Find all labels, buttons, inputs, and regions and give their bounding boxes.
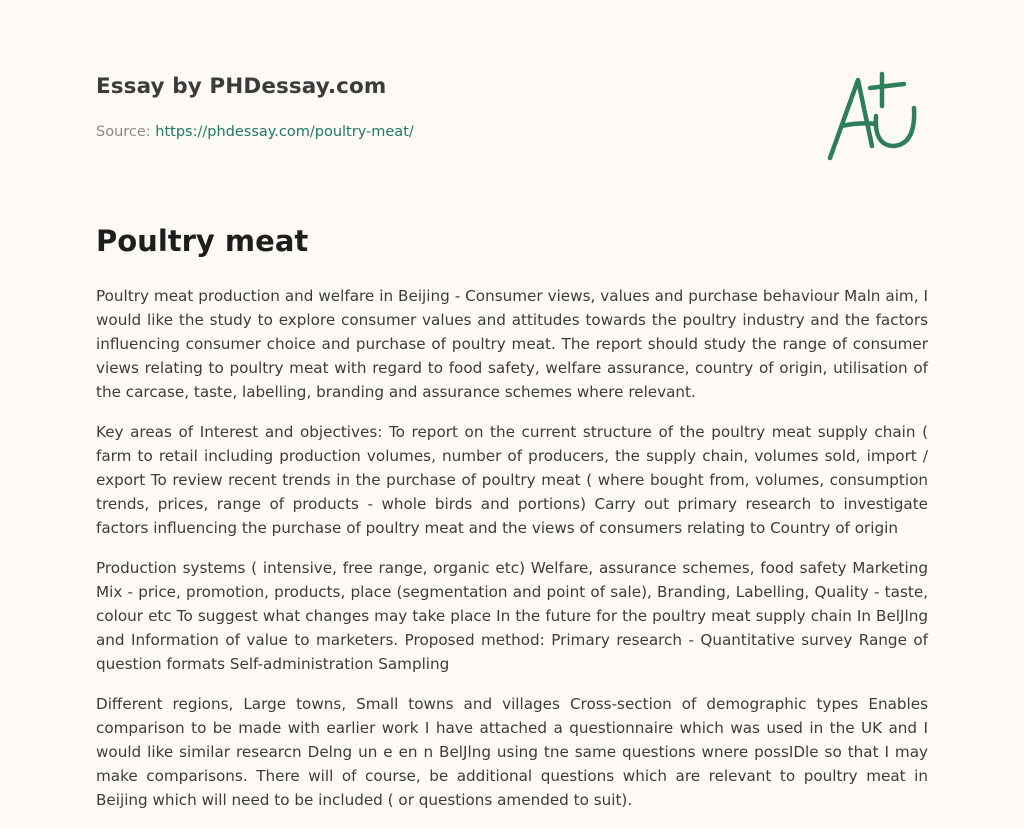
source-link[interactable]: https://phdessay.com/poultry-meat/: [155, 124, 414, 140]
a-plus-grade-icon: [824, 66, 928, 166]
essay-page: [96, 0, 928, 809]
essay-body: [96, 284, 928, 828]
source-line: [96, 124, 414, 140]
essay-paragraph: Key areas of Interest and objectives: To report on the current structure of the poultry meat supply chain ( farm to retail including production volumes, number of producers, the supply chain, volumes sold, import / export To review recent trends in the purchase of poultry meat ( where bought from, volumes, consumption trends, prices, range of products - whole birds and portions) Carry out primary research to investigate factors influencing the purchase of poultry meat and the views of consumers relating to Country of origin: [96, 423, 928, 537]
site-header: [96, 0, 928, 200]
essay-title: Poultry meat: [96, 224, 309, 258]
brand-title: Essay by PHDessay.com: [96, 74, 387, 99]
essay-paragraph: Production systems ( intensive, free range, organic etc) Welfare, assurance schemes, food safety Marketing Mix - price, promotion, products, place (segmentation and point of sale), Branding, Labelling, Quality - taste, colour etc To suggest what changes may take place In the future for the poultry meat supply chain In BelJlng and Information of value to marketers. Proposed method: Primary research - Quantitative survey Range of question formats Self-administration Sampling: [96, 559, 928, 673]
essay-paragraph: Different regions, Large towns, Small towns and villages Cross-section of demographic types Enables comparison to be made with earlier work I have attached a questionnaire which was used in the UK and I would like similar researcn Delng un e en n BelJlng using tne same questions wnere possIDle so that I may make comparisons. There will of course, be additional questions which are relevant to poultry meat in Beijing which will need to be included ( or questions amended to suit).: [96, 695, 928, 809]
source-label: Source:: [96, 124, 156, 140]
essay-paragraph: Poultry meat production and welfare in Beijing - Consumer views, values and purchase behaviour Maln aim, I would like the study to explore consumer values and attitudes towards the poultry industry and the factors influencing consumer choice and purchase of poultry meat. The report should study the range of consumer views relating to poultry meat with regard to food safety, welfare assurance, country of origin, utilisation of the carcase, taste, labelling, branding and assurance schemes where relevant.: [96, 287, 928, 401]
